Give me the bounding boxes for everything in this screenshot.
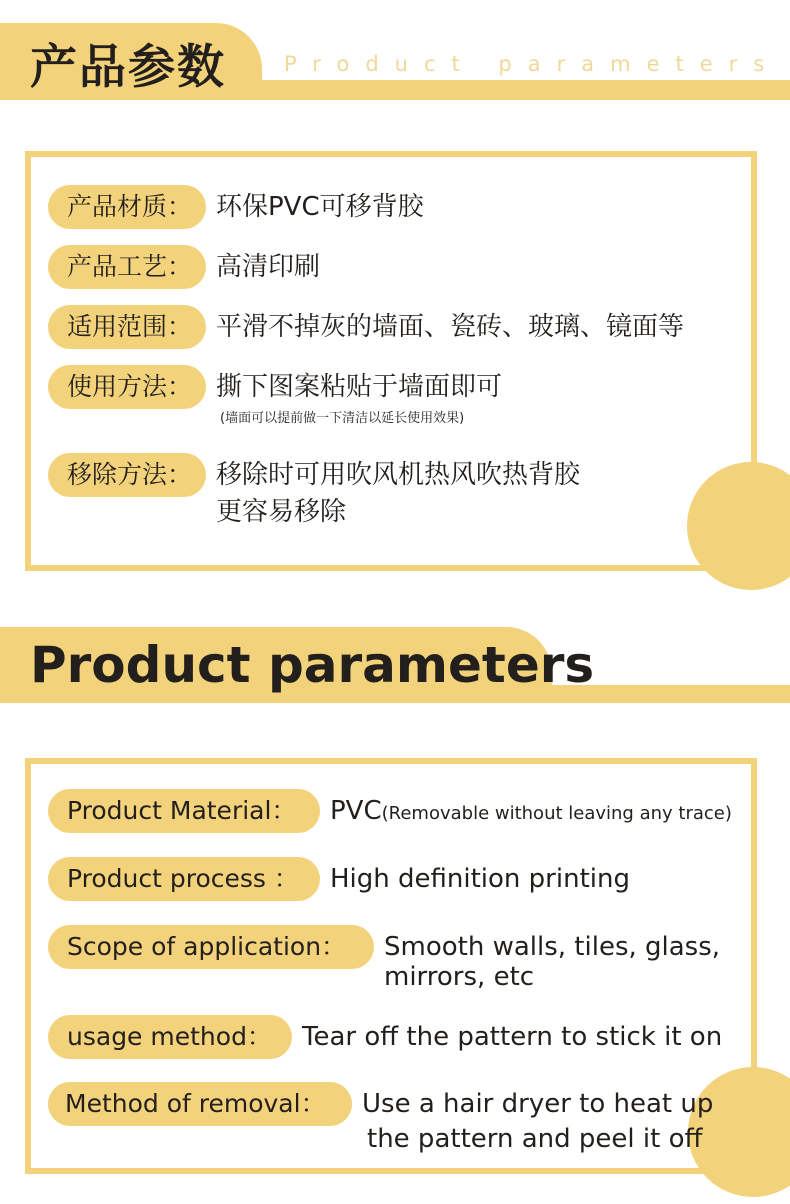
param-value-usage-en: Tear off the pattern to stick it on	[302, 1022, 723, 1052]
param-value-material-main-en: PVC	[330, 796, 382, 826]
section-subtitle-en: Product parameters	[284, 52, 781, 76]
param-value-removal-line1-cn: 移除时可用吹风机热风吹热背胶	[216, 460, 581, 490]
param-label-scope-cn: 适用范围：	[48, 305, 206, 349]
param-label-usage-cn: 使用方法：	[48, 365, 206, 409]
param-value-removal-line2-en: the pattern and peel it off	[367, 1124, 703, 1154]
param-value-process-en: High definition printing	[330, 864, 630, 894]
section-title-en: Product parameters	[30, 636, 595, 694]
param-value-removal-line2-cn: 更容易移除	[216, 497, 347, 527]
param-label-material-en: Product Material：	[48, 789, 320, 833]
param-label-removal-cn: 移除方法：	[48, 453, 206, 497]
param-label-usage-en: usage method：	[48, 1015, 292, 1059]
param-value-scope-cn: 平滑不掉灰的墙面、瓷砖、玻璃、镜面等	[216, 312, 685, 342]
param-value-material-en	[330, 793, 732, 832]
param-value-process-cn: 高清印刷	[216, 252, 321, 282]
param-value-scope-line1-en: Smooth walls, tiles, glass,	[384, 932, 721, 962]
param-label-scope-en: Scope of application：	[48, 925, 374, 969]
param-note-usage-cn: (墙面可以提前做一下清洁以延长使用效果)	[220, 411, 465, 426]
param-label-material-cn: 产品材质：	[48, 185, 206, 229]
param-label-process-cn: 产品工艺：	[48, 245, 206, 289]
param-label-removal-en: Method of removal：	[48, 1082, 352, 1126]
param-value-removal-line1-en: Use a hair dryer to heat up	[362, 1089, 714, 1119]
param-value-material-cn: 环保PVC可移背胶	[216, 192, 424, 222]
param-value-material-note-en: (Removable without leaving any trace)	[381, 803, 732, 824]
section-title-cn: 产品参数	[30, 40, 226, 95]
param-value-usage-cn: 撕下图案粘贴于墙面即可	[216, 372, 503, 402]
param-label-process-en: Product process ：	[48, 857, 320, 901]
param-value-scope-line2-en: mirrors, etc	[384, 962, 535, 992]
